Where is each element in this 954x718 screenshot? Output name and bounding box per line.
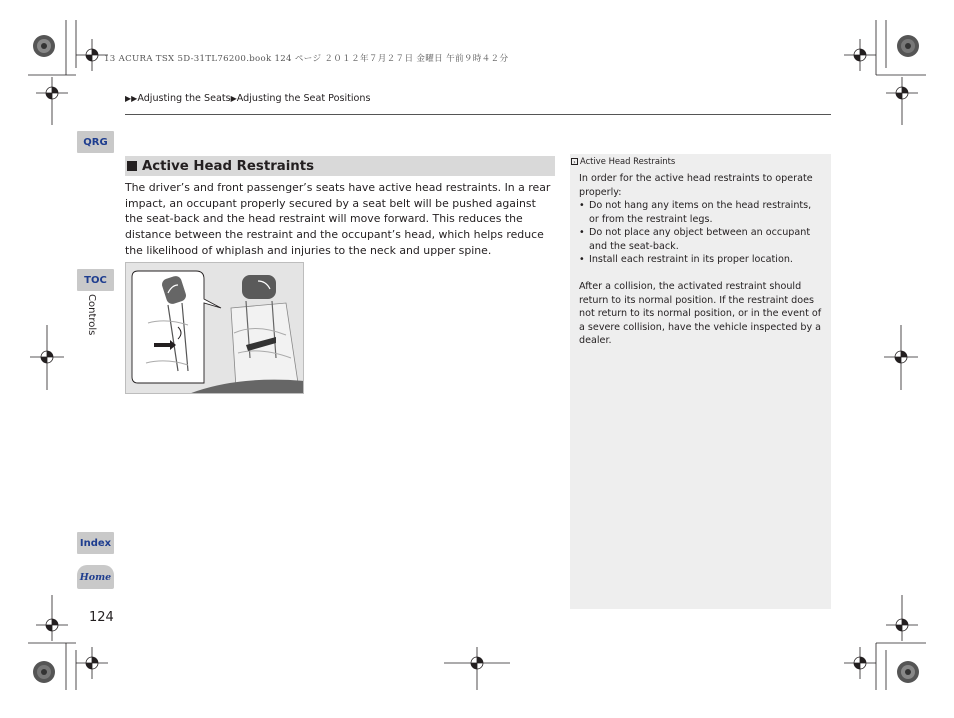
toc-tab[interactable]: TOC — [77, 269, 114, 291]
breadcrumb-item-adjusting-seats[interactable]: Adjusting the Seats — [137, 93, 231, 104]
breadcrumb-item-seat-positions[interactable]: Adjusting the Seat Positions — [236, 93, 371, 104]
sidebar-after-collision: After a collision, the activated restraint should return to its normal position. If the restraint does not return to its normal position, or in the event of a severe collision, have the vehicle inspected by a dealer. — [579, 281, 822, 346]
page-number: 124 — [89, 610, 114, 625]
qrg-tab[interactable]: QRG — [77, 131, 114, 153]
home-label: Home — [79, 571, 112, 583]
list-item: • Do not hang any items on the head restraints, or from the restraint legs. — [579, 199, 824, 226]
sidebar-ref-title: Active Head Restraints — [580, 156, 676, 166]
list-item: • Do not place any object between an occupant and the seat-back. — [579, 226, 824, 253]
home-tab[interactable] — [77, 565, 114, 589]
sidebar-reference[interactable] — [571, 156, 675, 166]
sidebar-bullet-list — [579, 199, 824, 267]
sidebar-intro: In order for the active head restraints to operate properly: — [579, 173, 813, 198]
section-side-label: Controls — [86, 294, 97, 336]
breadcrumb-separator: ▶ — [230, 94, 237, 103]
breadcrumb — [125, 93, 371, 104]
breadcrumb-prefix: ▶▶ — [125, 94, 138, 103]
reference-icon: › — [571, 158, 578, 165]
seat-diagram — [126, 263, 304, 394]
head-restraint-illustration — [125, 262, 304, 394]
printer-header: 13 ACURA TSX 5D-31TL76200.book 124 ページ ２０１２年７月２７日 金曜日 午前９時４２分 — [104, 54, 509, 64]
index-tab[interactable]: Index — [77, 532, 114, 554]
section-title: Active Head Restraints — [142, 158, 315, 174]
list-item: • Install each restraint in its proper location. — [579, 253, 824, 267]
section-body: The driver’s and front passenger’s seats have active head restraints. In a rear impact, an occupant properly secured by a seat belt will be pushed against the seat-back and the head restraint will move forward. This reduces the distance between the restraint and the occupant’s head, which helps reduce the likelihood of whiplash and injuries to the neck and upper spine. — [125, 181, 551, 257]
sidebar-text — [579, 172, 824, 348]
section-square-icon — [127, 161, 137, 171]
section-heading — [125, 156, 555, 176]
header-rule — [125, 114, 831, 115]
